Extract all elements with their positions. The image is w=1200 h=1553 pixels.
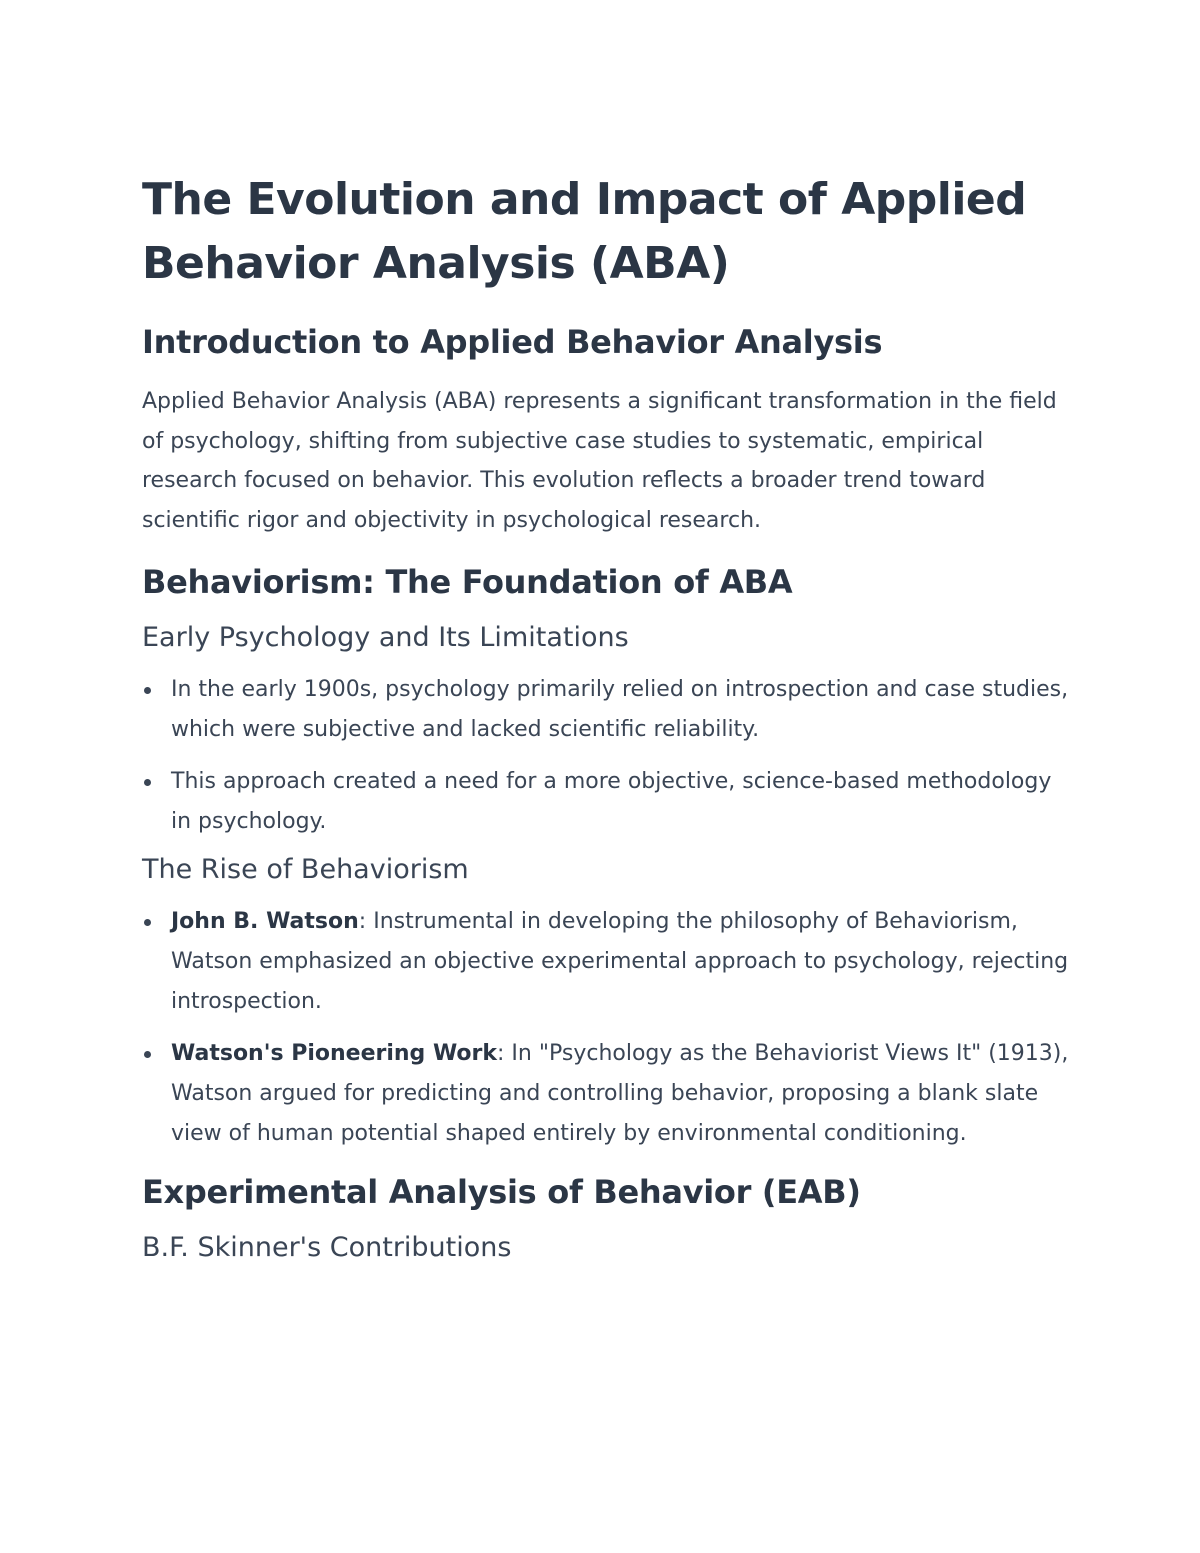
list-item-term: Watson's Pioneering Work <box>171 1041 498 1066</box>
section-heading-eab: Experimental Analysis of Behavior (EAB) <box>142 1173 861 1211</box>
section-heading-behaviorism: Behaviorism: The Foundation of ABA <box>142 563 793 601</box>
subheading-early-psychology: Early Psychology and Its Limitations <box>142 622 629 653</box>
list-item-text: : In "Psychology as the Behaviorist Views It" (1913), Watson argued for predicting and controlling behavior, proposing a blank slate view of human potential shaped entirely by environmental conditioning. <box>171 1041 1069 1146</box>
list-item <box>142 1034 1072 1154</box>
list-item-term: John B. Watson <box>171 909 359 934</box>
list-item: In the early 1900s, psychology primarily relied on introspection and case studies, which were subjective and lacked scientific reliability. <box>142 670 1072 750</box>
rise-of-behaviorism-list <box>142 902 1072 1154</box>
early-psychology-list <box>142 670 1072 842</box>
list-item: This approach created a need for a more objective, science-based methodology in psychology. <box>142 762 1072 842</box>
document-page <box>142 168 1072 1266</box>
subheading-skinner: B.F. Skinner's Contributions <box>142 1232 512 1263</box>
intro-paragraph: Applied Behavior Analysis (ABA) represents a significant transformation in the field of psychology, shifting from subjective case studies to systematic, empirical research focused on behavior. This evolution reflects a broader trend toward scientific rigor and objectivity in psychological research. <box>142 389 1057 533</box>
list-item-text: : Instrumental in developing the philosophy of Behaviorism, Watson emphasized an objective experimental approach to psychology, rejecting introspection. <box>171 909 1069 1014</box>
section-heading-introduction: Introduction to Applied Behavior Analysis <box>142 323 883 361</box>
document-title: The Evolution and Impact of Applied Behavior Analysis (ABA) <box>142 174 1027 289</box>
subheading-rise-of-behaviorism: The Rise of Behaviorism <box>142 854 469 885</box>
list-item <box>142 902 1072 1022</box>
